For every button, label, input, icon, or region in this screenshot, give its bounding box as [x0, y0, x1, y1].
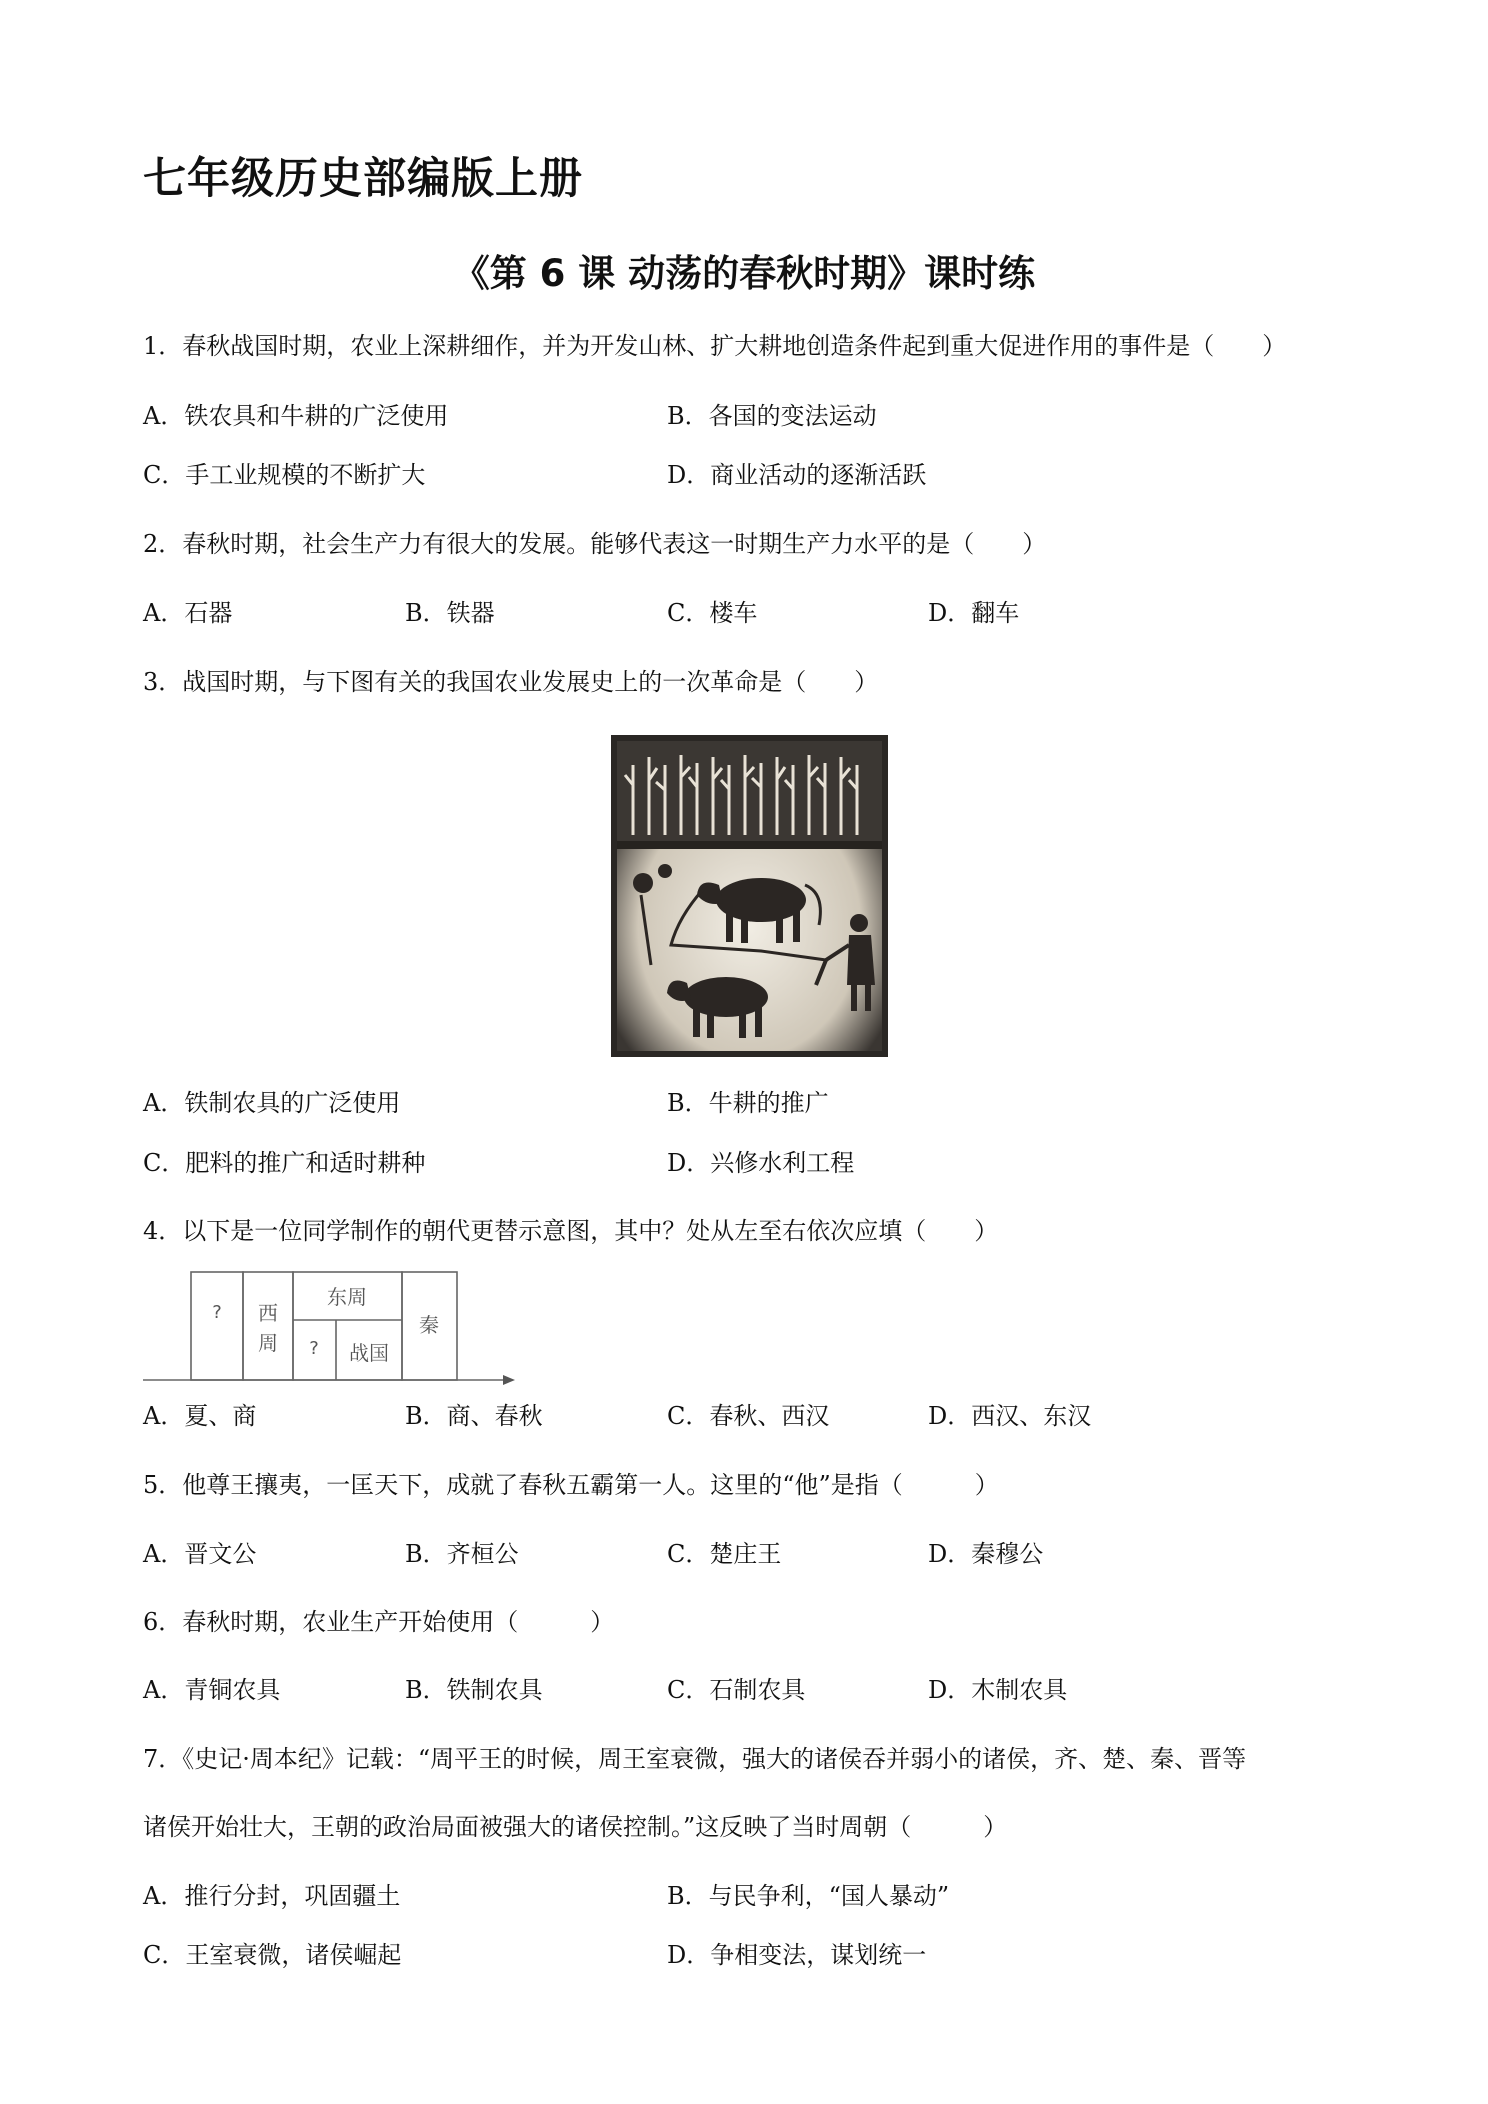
question-2-option-c[interactable]: C．楼车: [667, 599, 758, 627]
question-2-option-d[interactable]: D．翻车: [928, 599, 1020, 627]
question-3-option-b[interactable]: B．牛耕的推广: [667, 1089, 829, 1117]
ox-plowing-mural-image: [611, 735, 888, 1057]
timeline-west-zhou-char1: 西: [258, 1301, 278, 1325]
question-3-option-d[interactable]: D．兴修水利工程: [667, 1149, 855, 1177]
question-4-option-b[interactable]: B．商、春秋: [405, 1402, 543, 1430]
timeline-east-zhou: 东周: [327, 1285, 367, 1309]
question-6-option-d[interactable]: D．木制农具: [928, 1676, 1068, 1704]
question-3-option-a[interactable]: A．铁制农具的广泛使用: [143, 1089, 401, 1117]
question-7-stem-line-1: 7．《史记·周本纪》记载：“周平王的时候，周王室衰微，强大的诸侯吞并弱小的诸侯，齐、楚、秦、晋等: [143, 1745, 1247, 1773]
document-title: 七年级历史部编版上册: [143, 154, 583, 204]
question-7-stem-line-2: 诸侯开始壮大，王朝的政治局面被强大的诸侯控制。”这反映了当时周朝（ ）: [143, 1813, 1008, 1841]
timeline-unknown-2: ?: [309, 1338, 319, 1359]
lesson-title: 《第 6 课 动荡的春秋时期》课时练: [452, 252, 1036, 295]
timeline-unknown-1: ?: [212, 1302, 222, 1323]
question-3-stem: 3．战国时期，与下图有关的我国农业发展史上的一次革命是（ ）: [143, 668, 879, 696]
timeline-west-zhou-char2: 周: [258, 1331, 278, 1355]
question-7-option-d[interactable]: D．争相变法，谋划统一: [667, 1941, 927, 1969]
question-4-option-a[interactable]: A．夏、商: [143, 1402, 257, 1430]
question-6-option-a[interactable]: A．青铜农具: [143, 1676, 281, 1704]
question-2-stem: 2．春秋时期，社会生产力有很大的发展。能够代表这一时期生产力水平的是（ ）: [143, 530, 1047, 558]
question-2-option-b[interactable]: B．铁器: [405, 599, 495, 627]
question-1-stem: 1．春秋战国时期，农业上深耕细作，并为开发山林、扩大耕地创造条件起到重大促进作用的事件是（ ）: [143, 332, 1287, 360]
question-5-stem: 5．他尊王攘夷，一匡天下，成就了春秋五霸第一人。这里的“他”是指（ ）: [143, 1471, 999, 1499]
question-5-option-c[interactable]: C．楚庄王: [667, 1540, 782, 1568]
question-1-option-a[interactable]: A．铁农具和牛耕的广泛使用: [143, 402, 449, 430]
question-1-option-c[interactable]: C．手工业规模的不断扩大: [143, 461, 426, 489]
question-4-option-d[interactable]: D．西汉、东汉: [928, 1402, 1092, 1430]
question-1-option-b[interactable]: B．各国的变法运动: [667, 402, 877, 430]
question-7-option-a[interactable]: A．推行分封，巩固疆土: [143, 1882, 401, 1910]
question-1-option-d[interactable]: D．商业活动的逐渐活跃: [667, 461, 927, 489]
question-5-option-b[interactable]: B．齐桓公: [405, 1540, 519, 1568]
question-5-option-d[interactable]: D．秦穆公: [928, 1540, 1044, 1568]
timeline-warring-states: 战国: [349, 1341, 389, 1365]
question-6-option-c[interactable]: C．石制农具: [667, 1676, 806, 1704]
question-2-option-a[interactable]: A．石器: [143, 599, 233, 627]
question-7-option-c[interactable]: C．王室衰微，诸侯崛起: [143, 1941, 402, 1969]
question-7-option-b[interactable]: B．与民争利，“国人暴动”: [667, 1882, 950, 1910]
question-4-stem: 4．以下是一位同学制作的朝代更替示意图，其中？处从左至右依次应填（ ）: [143, 1217, 999, 1245]
question-6-stem: 6．春秋时期，农业生产开始使用（ ）: [143, 1608, 615, 1636]
question-6-option-b[interactable]: B．铁制农具: [405, 1676, 543, 1704]
question-5-option-a[interactable]: A．晋文公: [143, 1540, 257, 1568]
timeline-qin: 秦: [419, 1313, 439, 1337]
question-4-option-c[interactable]: C．春秋、西汉: [667, 1402, 830, 1430]
dynasty-timeline-diagram: [143, 1268, 515, 1394]
question-3-option-c[interactable]: C．肥料的推广和适时耕种: [143, 1149, 426, 1177]
